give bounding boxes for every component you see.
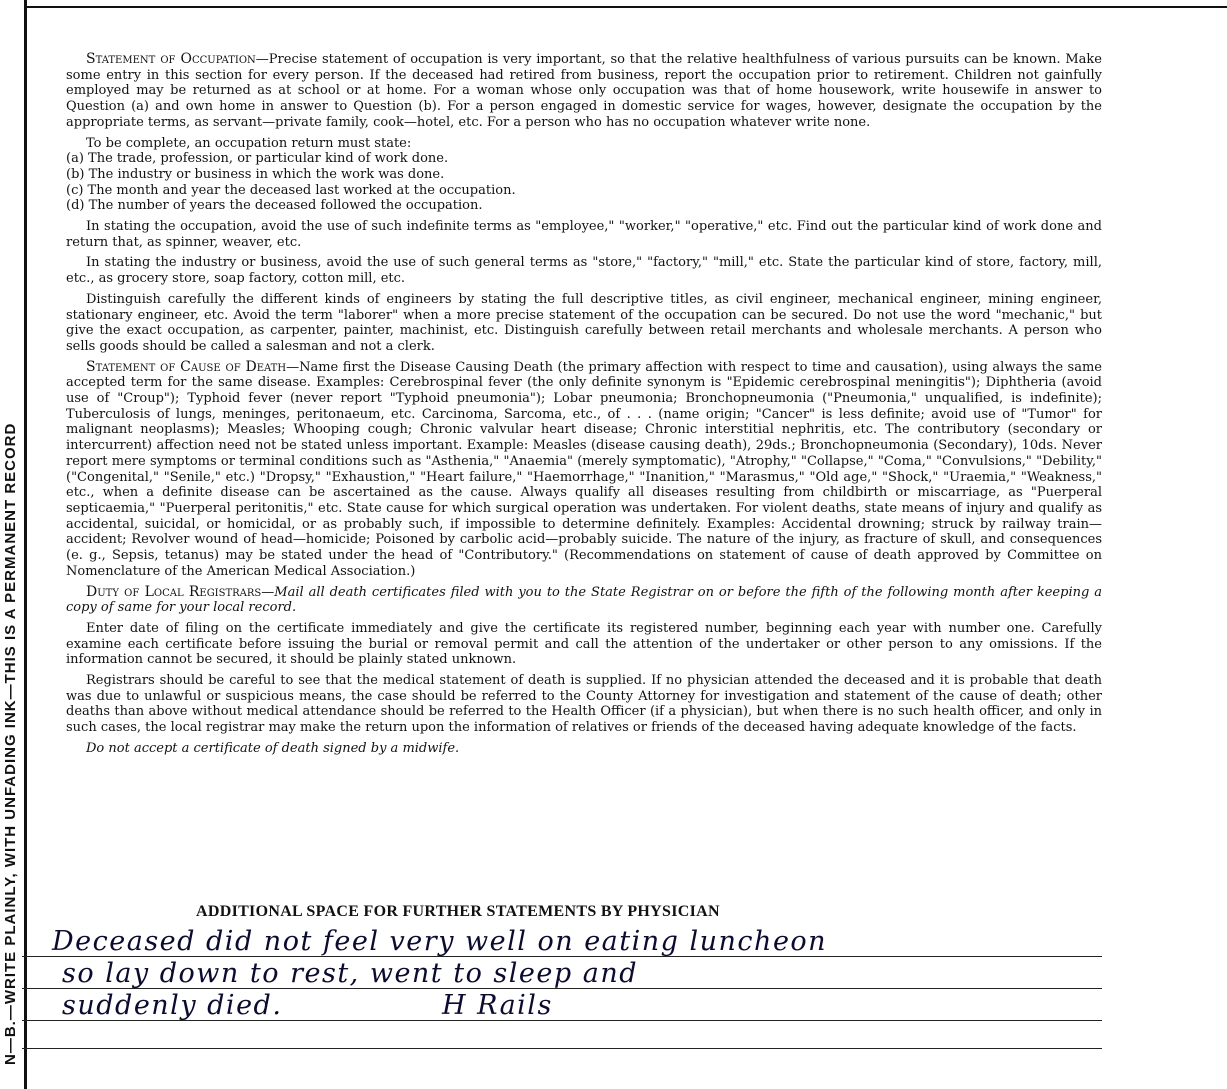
- occupation-requirements-list: [66, 151, 1102, 214]
- handwritten-line-2: so lay down to rest, went to sleep and: [62, 958, 639, 989]
- industry-paragraph: In stating the industry or business, avoid the use of such general terms as "store," "factory," "mill," etc. State the particular kind of store, factory, mill, etc., as grocery store, soap factory, cotton mill, etc.: [66, 255, 1102, 287]
- handwritten-line-1: Deceased did not feel very well on eating luncheon: [52, 926, 828, 957]
- cause-text: —Name first the Disease Causing Death (the primary affection with respect to time and causation), using always the same accepted term for the same disease. Examples: Cerebrospinal fever (the only definite synonym is "Epidemic cerebrospinal meningitis"); Diphtheria (avoid use of "Croup"); Typhoid fever (never report "Typhoid pneumonia"); Lobar pneumonia; Bronchopneumonia ("Pneumonia," unqualified, is indefinite); Tuberculosis of lungs, meninges, peritonaeum, etc. Carcinoma, Sarcoma, etc., of . . . (name origin; "Cancer" is less definite; avoid use of "Tumor" for malignant neoplasms); Measles; Whooping cough; Chronic valvular heart disease; Chronic interstitial nephritis, etc. The contributory (secondary or intercurrent) affection need not be stated unless important. Example: Measles (disease causing death), 29ds.; Bronchopneumonia (Secondary), 10ds. Never report mere symptoms or terminal conditions such as "Asthenia," "Anaemia" (merely symptomatic), "Atrophy," "Collapse," "Coma," "Convulsions," "Debility," ("Congenital," "Senile," etc.) "Dropsy," "Exhaustion," "Heart failure," "Haemorrhage," "Inanition," "Marasmus," "Old age," "Shock," "Uraemia," "Weakness," etc., when a definite disease can be ascertained as the cause. Always qualify all diseases resulting from childbirth or miscarriage, as "Puerperal septicaemia," "Puerperal peritonitis," etc. State cause for which surgical operation was undertaken. For violent deaths, state means of injury and qualify as accidental, suicidal, or homicidal, or as probably such, if impossible to determine definitely. Examples: Accidental drowning; struck by railway train—accident; Revolver wound of head—homicide; Poisoned by carbolic acid—probably suicide. The nature of the injury, as fracture of skull, and consequences (e. g., Sepsis, tetanus) may be stated under the head of "Contributory." (Recommendations on statement of cause of death approved by Committee on Nomenclature of the American Medical Association.): [66, 359, 1102, 579]
- registrars-text: —Mail all death certificates filed with you to the State Registrar on or before the fifth of the following month after keeping a copy of same for your local record.: [66, 584, 1102, 616]
- careful-paragraph: Registrars should be careful to see that the medical statement of death is supplied. If no physician attended the deceased and it is probable that death was due to unlawful or suspicious means, the case should be referred to the County Attorney for investigation and statement of the cause of death; other deaths than above without medical attendance should be referred to the Health Officer (if a physician), but when there is no such health officer, and only in such cases, the local registrar may make the return upon the information of relatives or friends of the deceased having adequate knowledge of the facts.: [66, 673, 1102, 736]
- complete-intro: To be complete, an occupation return must state:: [86, 135, 412, 151]
- list-item: (a) The trade, profession, or particular kind of work done.: [66, 151, 449, 167]
- handwritten-line-3: suddenly died.: [62, 990, 283, 1021]
- margin-warning-text: N—B.—WRITE PLAINLY, WITH UNFADING INK—THIS IS A PERMANENT RECORD: [2, 422, 19, 1065]
- instructions-body: [66, 52, 1102, 762]
- engineers-paragraph: Distinguish carefully the different kinds of engineers by stating the full descriptive titles, as civil engineer, mechanical engineer, mining engineer, stationary engineer, etc. Avoid the term "laborer" when a more precise statement of the occupation can be secured. Do not use the word "mechanic," but give the exact occupation, as carpenter, painter, machinist, etc. Distinguish carefully between retail merchants and wholesale merchants. A person who sells goods should be called a salesman and not a clerk.: [66, 291, 1102, 354]
- list-item: (b) The industry or business in which the work was done.: [66, 166, 445, 182]
- registrars-heading: Duty of Local Registrars: [86, 583, 262, 600]
- occupation-heading: Statement of Occupation: [86, 51, 256, 67]
- occupation-paragraph: [66, 52, 1102, 131]
- additional-space-title: ADDITIONAL SPACE FOR FURTHER STATEMENTS BY PHYSICIAN: [196, 903, 720, 920]
- cause-paragraph: [66, 360, 1102, 580]
- top-rule: [24, 6, 1227, 8]
- list-item: (c) The month and year the deceased last worked at the occupation.: [66, 182, 516, 198]
- midwife-paragraph: Do not accept a certificate of death signed by a midwife.: [86, 740, 460, 756]
- registrars-paragraph: [66, 585, 1102, 616]
- writing-line: [22, 1048, 1102, 1049]
- list-item: (d) The number of years the deceased followed the occupation.: [66, 198, 483, 214]
- physician-signature: H Rails: [442, 990, 553, 1021]
- occupation-text: —Precise statement of occupation is very important, so that the relative healthfulness of various pursuits can be known. Make some entry in this section for every person. If the deceased had retired from business, report the occupation prior to retirement. Children not gainfully employed may be returned as at school or at home. For a woman whose only occupation was that of home housework, write housewife in answer to Question (a) and own home in answer to Question (b). For a person engaged in domestic service for wages, however, designate the occupation by the appropriate terms, as servant—private family, cook—hotel, etc. For a person who has no occupation whatever write none.: [66, 52, 1102, 130]
- filing-paragraph: Enter date of filing on the certificate immediately and give the certificate its registered number, beginning each year with number one. Carefully examine each certificate before issuing the burial or removal permit and call the attention of the undertaker or other person to any omissions. If the information cannot be secured, it should be plainly stated unknown.: [66, 620, 1102, 668]
- physician-statement-area: [22, 924, 1102, 1064]
- avoid-terms-paragraph: In stating the occupation, avoid the use of such indefinite terms as "employee," "worker," "operative," etc. Find out the particular kind of work done and return that, as spinner, weaver, etc.: [66, 219, 1102, 250]
- cause-heading: Statement of Cause of Death: [86, 358, 287, 375]
